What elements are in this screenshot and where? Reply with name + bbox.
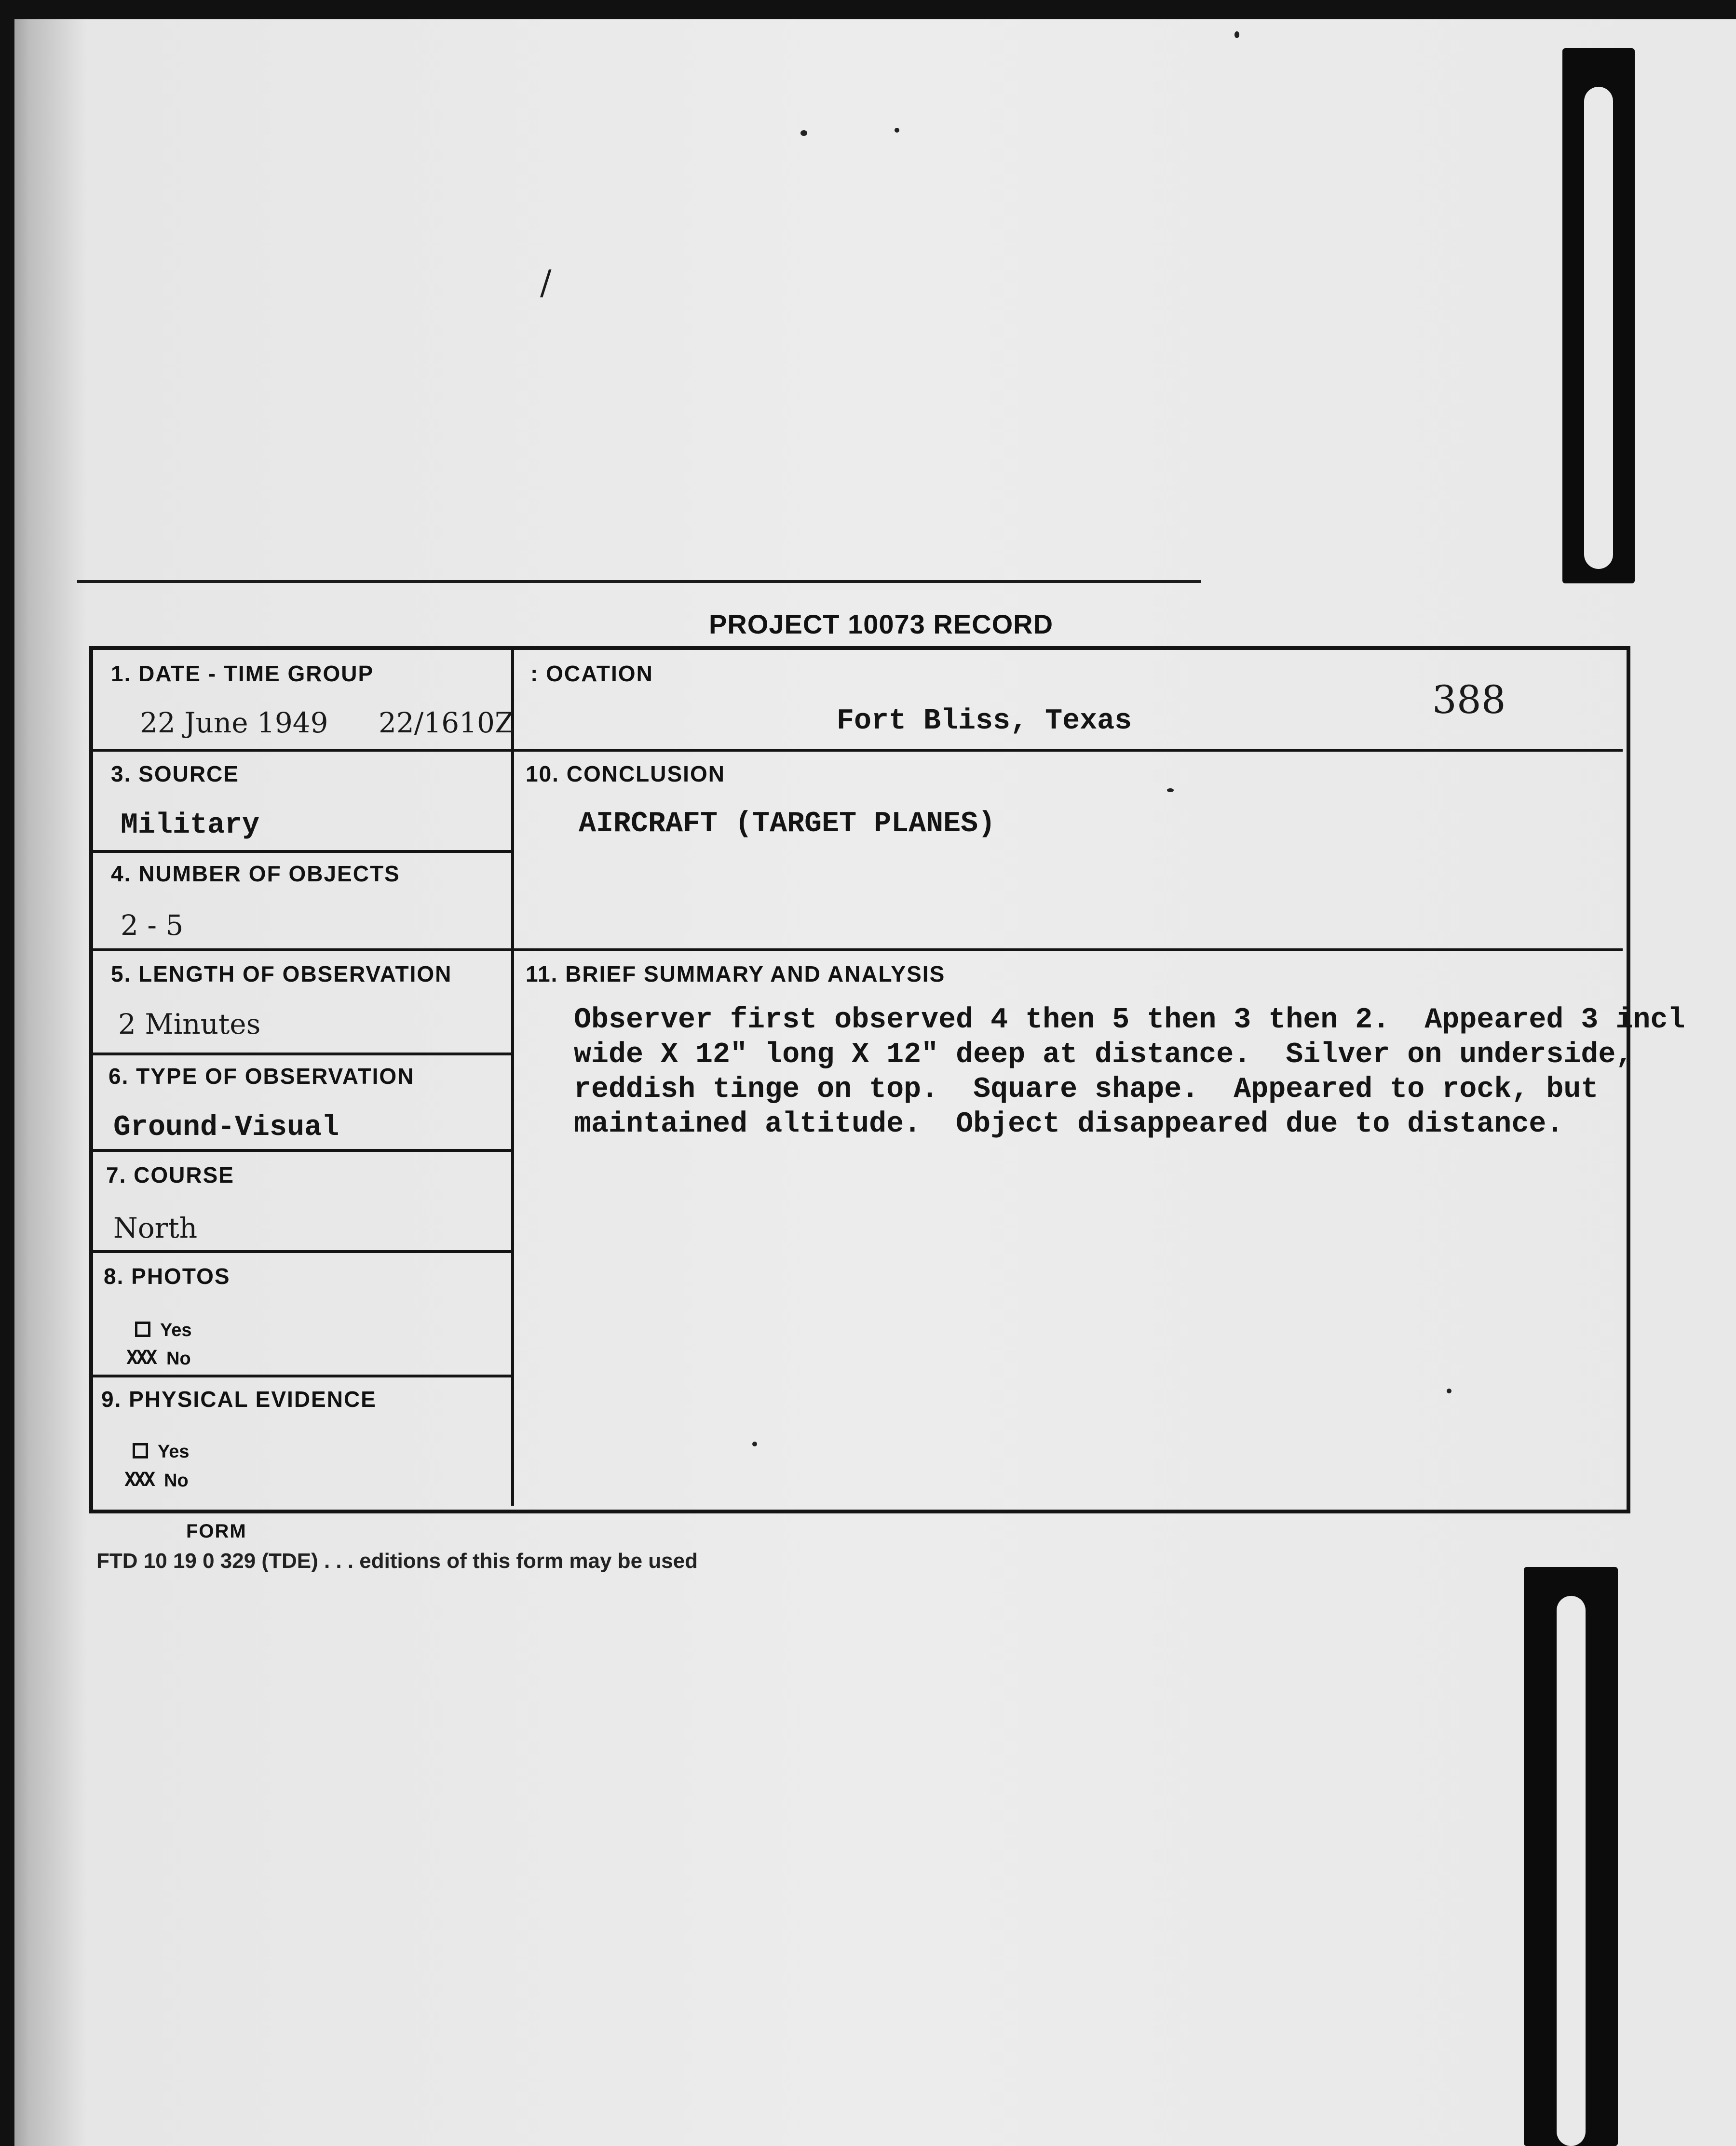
summary-text: Observer first observed 4 then 5 then 3 then 2. Appeared 3 incl wide X 12" long X 12" deep at distance. Silver on underside, reddish tinge on top. Square shape. Appeared to rock, but maintained altitude. Object disappeared due to distance. bbox=[574, 1004, 1685, 1141]
form-footer-label: FORM bbox=[186, 1521, 247, 1542]
row-divider bbox=[93, 1250, 511, 1253]
source-label: 3. SOURCE bbox=[111, 761, 239, 786]
film-edge-left bbox=[0, 0, 14, 2146]
film-edge-top bbox=[0, 0, 1736, 19]
course-label: 7. COURSE bbox=[106, 1162, 234, 1188]
conclusion-label: 10. CONCLUSION bbox=[526, 761, 725, 786]
photos-label: 8. PHOTOS bbox=[104, 1264, 231, 1289]
number-of-objects-label: 4. NUMBER OF OBJECTS bbox=[111, 861, 400, 886]
date-value: 22 June 1949 bbox=[140, 706, 328, 739]
row-divider bbox=[93, 1375, 511, 1377]
number-of-objects-value: 2 - 5 bbox=[121, 909, 184, 942]
checkbox-empty-icon bbox=[135, 1322, 150, 1337]
time-value: 22/1610Z bbox=[379, 706, 515, 739]
location-value: Fort Bliss, Texas bbox=[837, 705, 1132, 738]
conclusion-value: AIRCRAFT (TARGET PLANES) bbox=[579, 808, 996, 840]
checkbox-empty-icon bbox=[133, 1443, 148, 1458]
physical-evidence-no-label: No bbox=[164, 1471, 189, 1491]
photos-no-checkmark: XXX bbox=[126, 1347, 156, 1369]
row-divider bbox=[93, 948, 1623, 951]
row-divider bbox=[93, 1149, 511, 1152]
photos-yes-option bbox=[135, 1320, 192, 1341]
row-divider bbox=[93, 1053, 511, 1055]
date-time-label: 1. DATE - TIME GROUP bbox=[111, 661, 374, 686]
source-value: Military bbox=[121, 809, 260, 842]
case-number: 388 bbox=[1432, 677, 1506, 722]
film-bar-upper bbox=[1562, 48, 1635, 583]
row-divider bbox=[93, 850, 511, 853]
margin-tick-mark: / bbox=[540, 263, 552, 302]
summary-label: 11. BRIEF SUMMARY AND ANALYSIS bbox=[526, 961, 946, 986]
physical-evidence-no-checkmark: XXX bbox=[124, 1469, 154, 1491]
photos-yes-label: Yes bbox=[160, 1320, 192, 1340]
type-of-observation-value: Ground-Visual bbox=[113, 1111, 339, 1144]
film-bar-lower bbox=[1524, 1567, 1618, 2146]
location-label: : OCATION bbox=[530, 661, 653, 686]
speck bbox=[1234, 31, 1239, 38]
speck bbox=[800, 130, 807, 136]
length-of-observation-value: 2 Minutes bbox=[118, 1008, 261, 1040]
length-of-observation-label: 5. LENGTH OF OBSERVATION bbox=[111, 961, 452, 986]
physical-evidence-label: 9. PHYSICAL EVIDENCE bbox=[101, 1387, 377, 1412]
form-title: PROJECT 10073 RECORD bbox=[709, 609, 1054, 639]
physical-evidence-yes-label: Yes bbox=[158, 1442, 190, 1462]
speck bbox=[895, 128, 899, 133]
physical-evidence-yes-option bbox=[133, 1442, 190, 1462]
form-number-line: FTD 10 19 0 329 (TDE) . . . editions of this form may be used bbox=[96, 1549, 698, 1573]
row-divider bbox=[93, 749, 1623, 752]
type-of-observation-label: 6. TYPE OF OBSERVATION bbox=[108, 1064, 415, 1089]
page-rule bbox=[77, 580, 1201, 583]
photos-no-label: No bbox=[166, 1349, 191, 1369]
course-value: North bbox=[113, 1212, 198, 1244]
column-divider bbox=[511, 650, 514, 1506]
